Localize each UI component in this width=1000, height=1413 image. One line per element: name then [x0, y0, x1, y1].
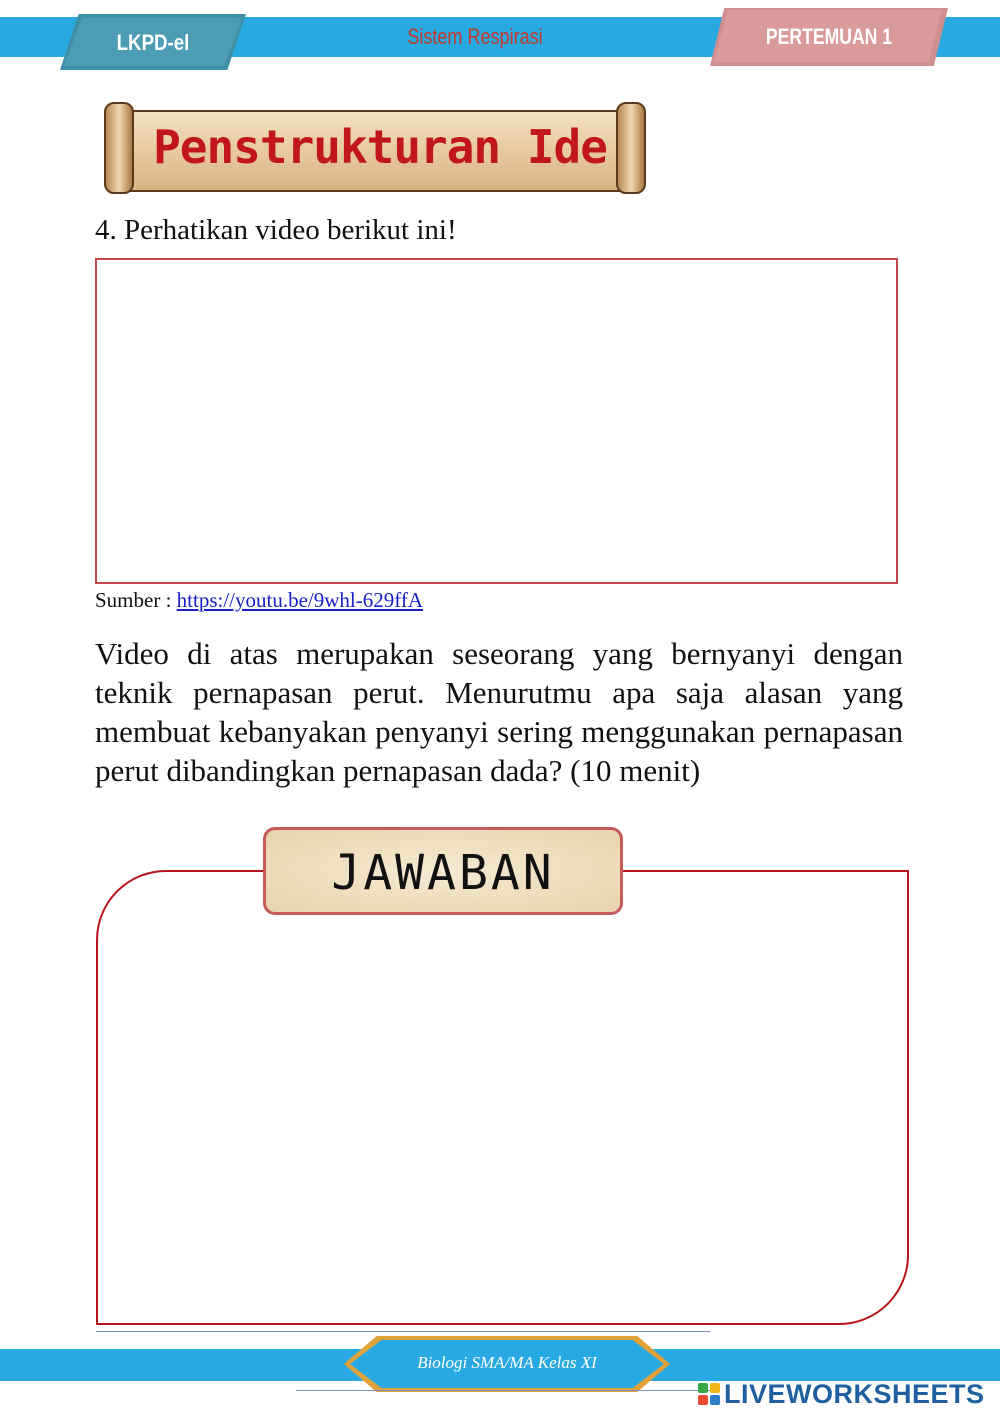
answer-label-plate: [263, 827, 623, 915]
video-source: [95, 588, 423, 613]
footer-course-label: Biologi SMA/MA Kelas XI: [417, 1353, 597, 1372]
section-banner: [100, 100, 650, 196]
lkpd-tab-label: LKPD-el: [116, 30, 190, 55]
source-link[interactable]: https://youtu.be/9whl-629ffA: [176, 588, 424, 612]
question-paragraph: Video di atas merupakan seseorang yang bernyanyi dengan teknik pernapasan perut. Menurutmu apa saja alasan yang membuat kebanyakan penyanyi sering menggunakan pernapasan perut dibandingkan pernapasan dada? (10 menit): [95, 636, 903, 788]
question-prompt: 4. Perhatikan video berikut ini!: [95, 214, 457, 246]
liveworksheets-brand: LIVEWORKSHEETS: [724, 1378, 985, 1409]
footer-divider-lower: [296, 1390, 716, 1391]
meeting-tab-label: PERTEMUAN 1: [765, 24, 893, 49]
liveworksheets-grid-icon: [698, 1383, 720, 1405]
subject-title: Sistem Respirasi: [407, 24, 543, 49]
liveworksheets-logo[interactable]: [698, 1380, 985, 1408]
answer-input[interactable]: [130, 940, 874, 1304]
answer-label: JAWABAN: [331, 845, 555, 901]
section-title: Penstrukturan Ide: [153, 120, 607, 174]
scroll-roll-right-icon: [616, 102, 646, 194]
footer-divider: [96, 1331, 710, 1332]
video-embed[interactable]: [95, 258, 898, 584]
scroll-roll-left-icon: [104, 102, 134, 194]
source-label: Sumber :: [95, 588, 177, 612]
